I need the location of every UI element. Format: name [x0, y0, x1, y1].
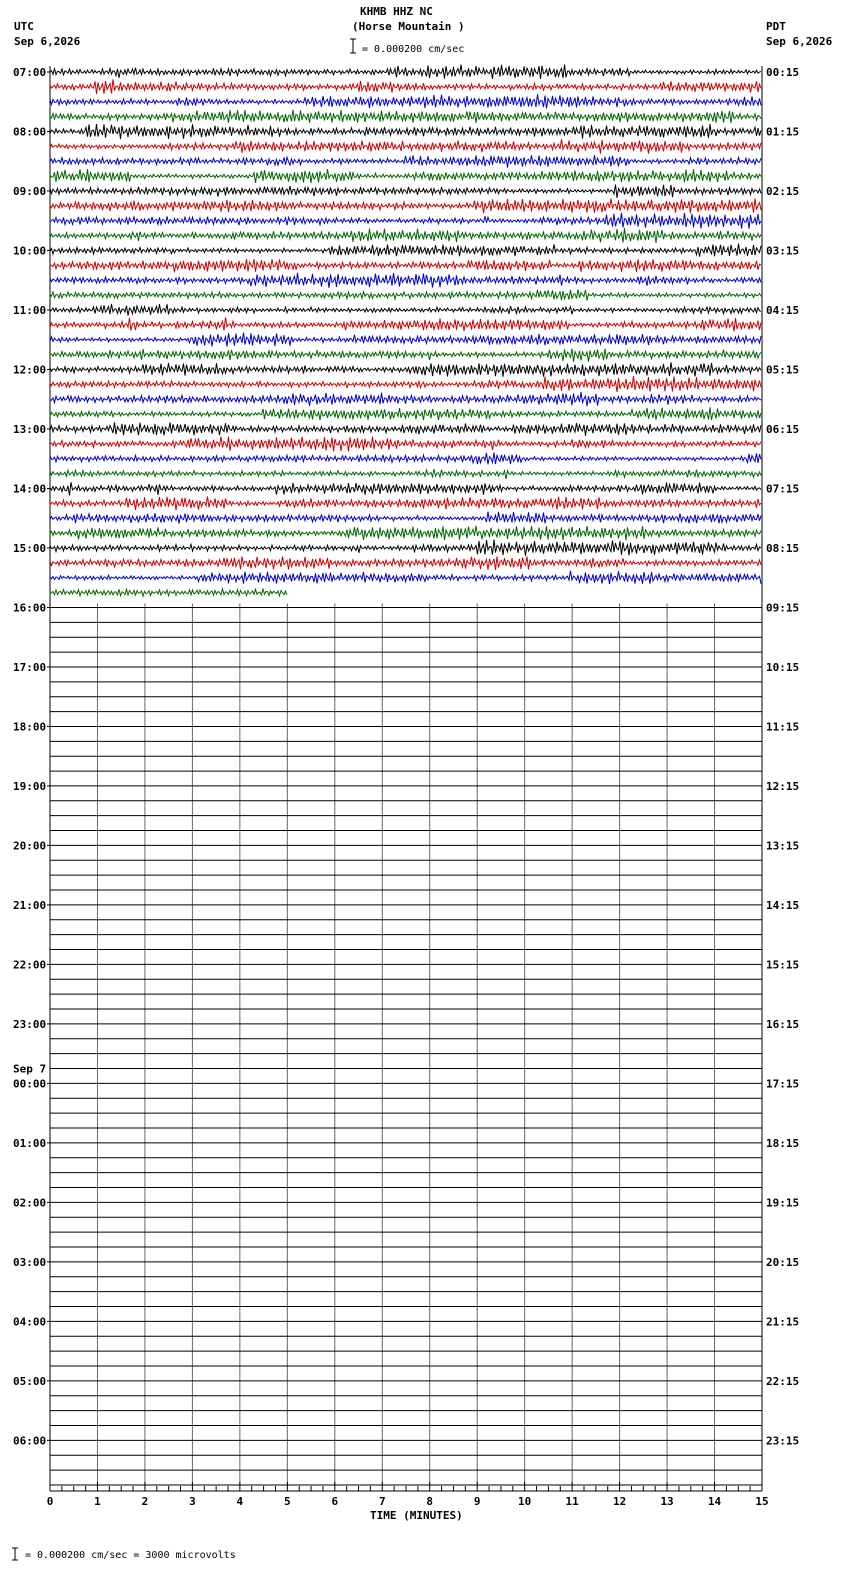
pdt-hour-label: 16:15	[766, 1017, 800, 1031]
utc-hour-label: 13:00	[13, 422, 47, 436]
seismic-trace	[50, 94, 761, 108]
utc-hour-label: 00:00	[13, 1077, 47, 1091]
pdt-hour-label: 21:15	[766, 1315, 800, 1329]
seismic-trace	[50, 540, 761, 556]
seismic-trace	[50, 469, 761, 479]
utc-hour-label: 03:00	[13, 1255, 47, 1269]
left-timezone: UTC	[14, 20, 34, 33]
left-date: Sep 6,2026	[14, 35, 81, 48]
pdt-hour-label: 04:15	[766, 303, 800, 317]
x-tick-label: 13	[660, 1495, 674, 1508]
seismic-trace	[50, 392, 761, 406]
seismic-trace	[50, 423, 761, 436]
utc-hour-label: 17:00	[13, 660, 47, 674]
seismic-trace	[50, 512, 761, 524]
seismic-trace	[50, 79, 761, 94]
utc-hour-label: 05:00	[13, 1374, 47, 1388]
utc-hour-label: 10:00	[13, 244, 47, 258]
utc-hour-label: 02:00	[13, 1196, 47, 1210]
seismic-trace	[50, 290, 761, 301]
pdt-hour-label: 10:15	[766, 660, 800, 674]
seismic-trace	[50, 362, 761, 377]
scale-bar-icon	[350, 39, 356, 53]
station-title: KHMB HHZ NC	[360, 5, 433, 18]
x-tick-label: 5	[284, 1495, 291, 1508]
seismic-trace	[50, 376, 761, 392]
pdt-hour-label: 13:15	[766, 839, 800, 853]
x-tick-label: 14	[707, 1495, 722, 1508]
seismic-trace	[50, 155, 761, 168]
scale-label: = 0.000200 cm/sec	[362, 44, 465, 55]
seismic-trace	[50, 526, 761, 541]
pdt-hour-label: 22:15	[766, 1374, 800, 1388]
utc-hour-label: 09:00	[13, 184, 47, 198]
x-tick-label: 0	[46, 1495, 54, 1508]
utc-hour-label: 06:00	[13, 1434, 47, 1448]
pdt-hour-label: 07:15	[766, 482, 800, 496]
seismic-trace	[50, 407, 761, 420]
right-timezone: PDT	[766, 20, 786, 33]
seismic-trace	[50, 198, 761, 213]
day-change-label: Sep 7	[13, 1062, 47, 1076]
seismic-trace	[50, 139, 761, 154]
seismic-trace	[50, 273, 761, 288]
right-date: Sep 6,2026	[766, 35, 833, 48]
pdt-hour-label: 20:15	[766, 1255, 800, 1269]
utc-hour-label: 23:00	[13, 1017, 47, 1031]
pdt-hour-label: 00:15	[766, 66, 800, 79]
seismic-trace	[50, 571, 761, 584]
pdt-hour-label: 05:15	[766, 363, 800, 377]
seismic-trace	[50, 228, 761, 243]
footer-scale-note: = 0.000200 cm/sec = 3000 microvolts	[25, 1550, 236, 1561]
seismic-trace	[50, 304, 761, 316]
seismic-trace	[50, 213, 761, 229]
pdt-hour-label: 12:15	[766, 779, 800, 793]
seismic-trace	[50, 65, 761, 80]
pdt-hour-label: 15:15	[766, 958, 800, 972]
utc-hour-label: 04:00	[13, 1315, 47, 1329]
utc-hour-label: 20:00	[13, 839, 47, 853]
station-location: (Horse Mountain )	[352, 20, 465, 33]
utc-hour-label: 15:00	[13, 541, 47, 555]
x-tick-label: 12	[612, 1495, 627, 1508]
x-tick-label: 4	[236, 1495, 244, 1508]
footer-scale-bar-icon	[12, 1548, 18, 1560]
seismic-trace	[50, 259, 761, 272]
x-tick-label: 3	[189, 1495, 196, 1508]
x-tick-label: 11	[565, 1495, 579, 1508]
pdt-hour-label: 17:15	[766, 1077, 800, 1091]
utc-hour-label: 14:00	[13, 482, 47, 496]
x-axis-label: TIME (MINUTES)	[370, 1509, 463, 1522]
pdt-hour-label: 06:15	[766, 422, 800, 436]
pdt-hour-label: 02:15	[766, 184, 800, 198]
seismic-trace	[50, 124, 761, 139]
seismic-trace	[50, 437, 761, 452]
seismic-trace	[50, 169, 761, 183]
seismic-trace	[50, 244, 761, 257]
pdt-hour-label: 01:15	[766, 125, 800, 139]
utc-hour-label: 18:00	[13, 720, 47, 734]
utc-hour-label: 22:00	[13, 958, 47, 972]
seismic-trace	[50, 557, 761, 570]
utc-hour-label: 11:00	[13, 303, 47, 317]
seismic-trace	[50, 349, 761, 362]
x-tick-label: 8	[426, 1495, 434, 1508]
x-tick-label: 1	[94, 1495, 101, 1508]
utc-hour-label: 16:00	[13, 601, 47, 615]
utc-hour-label: 21:00	[13, 898, 47, 912]
utc-hour-label: 07:00	[13, 66, 47, 79]
x-tick-label: 10	[518, 1495, 532, 1508]
seismic-trace	[50, 333, 761, 347]
pdt-hour-label: 09:15	[766, 601, 800, 615]
x-tick-label: 6	[331, 1495, 339, 1508]
seismic-trace	[50, 110, 761, 123]
seismic-trace	[50, 482, 761, 495]
seismic-trace	[50, 589, 287, 596]
pdt-hour-label: 08:15	[766, 541, 800, 555]
seismic-trace	[50, 453, 761, 465]
seismic-trace	[50, 496, 761, 510]
seismic-trace	[50, 317, 761, 331]
seismic-trace	[50, 185, 761, 198]
pdt-hour-label: 14:15	[766, 898, 800, 912]
pdt-hour-label: 23:15	[766, 1434, 800, 1448]
utc-hour-label: 12:00	[13, 363, 47, 377]
utc-hour-label: 19:00	[13, 779, 47, 793]
pdt-hour-label: 11:15	[766, 720, 800, 734]
pdt-hour-label: 19:15	[766, 1196, 800, 1210]
utc-hour-label: 08:00	[13, 125, 47, 139]
x-tick-label: 9	[473, 1495, 481, 1508]
x-tick-label: 7	[378, 1495, 386, 1508]
x-tick-label: 15	[755, 1495, 769, 1508]
utc-hour-label: 01:00	[13, 1136, 47, 1150]
pdt-hour-label: 03:15	[766, 244, 800, 258]
x-tick-label: 2	[141, 1495, 149, 1508]
pdt-hour-label: 18:15	[766, 1136, 800, 1150]
